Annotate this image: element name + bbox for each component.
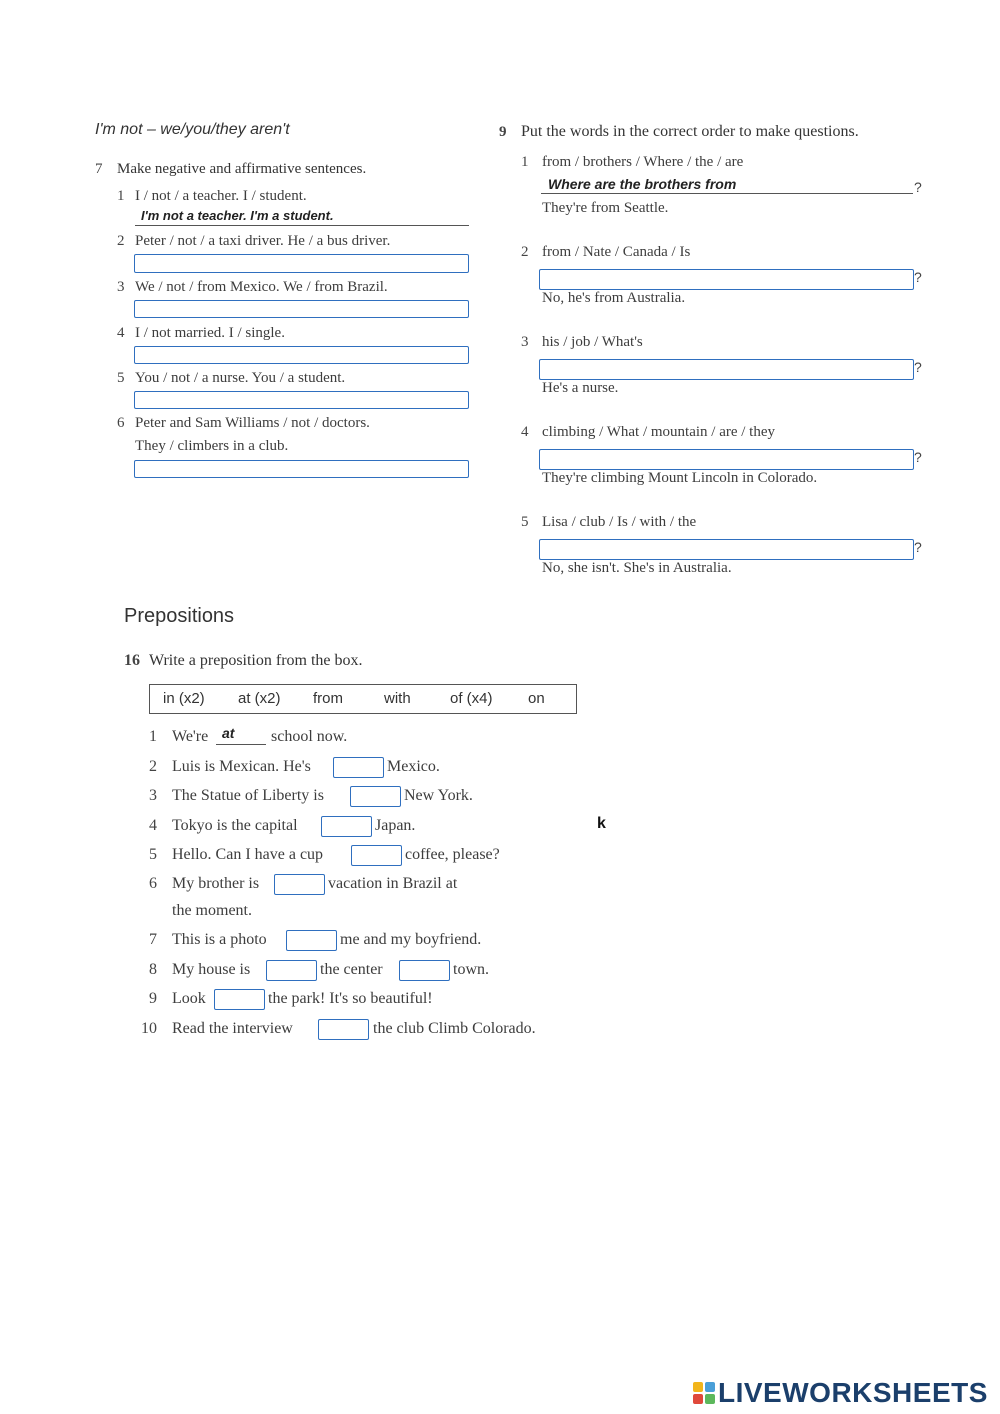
p-item1-example: at [222, 725, 235, 741]
p-item6-text-c: the moment. [172, 902, 252, 919]
word-box-item: at (x2) [238, 690, 281, 707]
s7-item6-answer-box[interactable] [134, 460, 469, 478]
p-item10-number: 10 [141, 1020, 157, 1037]
p-item6-number: 6 [149, 875, 157, 892]
s9-item5-answer-box[interactable] [539, 539, 914, 560]
s9-item4-answer: They're climbing Mount Lincoln in Colorado. [542, 470, 818, 486]
s9-item1-example: Where are the brothers from [548, 176, 737, 192]
p-item5-text-a: Hello. Can I have a cup [172, 846, 324, 863]
stray-letter: k [597, 815, 606, 832]
p-item1-rule [216, 744, 266, 745]
p-item1-text-a: We're [172, 728, 209, 745]
p-item4-answer-box[interactable] [321, 816, 372, 837]
p-item7-text-b: me and my boyfriend. [340, 931, 482, 948]
s7-item4-prompt: I / not married. I / single. [135, 325, 285, 341]
p-item5-number: 5 [149, 846, 157, 863]
p-item9-text-b: the park! It's so beautiful! [268, 990, 433, 1007]
p-item8-number: 8 [149, 961, 157, 978]
p-item9-number: 9 [149, 990, 157, 1007]
s9-item3-answer: He's a nurse. [542, 380, 619, 396]
s9-item1-rule [541, 193, 913, 194]
s9-item2-number: 2 [521, 244, 529, 260]
s9-item5-qmark: ? [914, 539, 922, 555]
s7-item4-answer-box[interactable] [134, 346, 469, 364]
word-box-item: from [313, 690, 343, 707]
s9-item4-words: climbing / What / mountain / are / they [542, 424, 776, 440]
s9-item3-answer-box[interactable] [539, 359, 914, 380]
p-item8-text-c: town. [453, 961, 489, 978]
s7-item3-prompt: We / not / from Mexico. We / from Brazil. [135, 279, 388, 295]
s7-item1-rule [135, 225, 469, 226]
s7-item6-prompt: Peter and Sam Williams / not / doctors. [135, 415, 370, 431]
p-item8-answer-box-2[interactable] [399, 960, 450, 981]
s7-item3-number: 3 [117, 279, 125, 295]
p-item2-answer-box[interactable] [333, 757, 384, 778]
section7-number: 7 [95, 161, 103, 177]
p-item3-text-a: The Statue of Liberty is [172, 787, 324, 804]
prepositions-title: Prepositions [124, 605, 235, 627]
s7-item5-prompt: You / not / a nurse. You / a student. [135, 370, 346, 386]
word-box-item: of (x4) [450, 690, 493, 707]
p-item3-answer-box[interactable] [350, 786, 401, 807]
s9-item3-number: 3 [521, 334, 529, 350]
s7-item1-number: 1 [117, 188, 125, 204]
p-item4-number: 4 [149, 817, 157, 834]
word-box-item: on [528, 690, 545, 707]
s9-item2-answer-box[interactable] [539, 269, 914, 290]
p-item8-text-a: My house is [172, 961, 251, 978]
p-item3-number: 3 [149, 787, 157, 804]
s7-item6-number: 6 [117, 415, 125, 431]
p-item8-text-b: the center [320, 961, 383, 978]
p-item7-text-a: This is a photo [172, 931, 267, 948]
p-item5-answer-box[interactable] [351, 845, 402, 866]
p-item10-answer-box[interactable] [318, 1019, 369, 1040]
section9-number: 9 [499, 124, 507, 140]
s9-item5-answer: No, she isn't. She's in Australia. [542, 560, 732, 576]
p-item2-text-b: Mexico. [387, 758, 440, 775]
s9-item4-number: 4 [521, 424, 529, 440]
word-box [149, 684, 577, 714]
s7-item6-prompt-line2: They / climbers in a club. [135, 438, 289, 454]
section7-heading: I'm not – we/you/they aren't [95, 121, 290, 138]
s9-item1-words: from / brothers / Where / the / are [542, 154, 744, 170]
p-item1-number: 1 [149, 728, 157, 745]
word-box-item: with [384, 690, 411, 707]
p-item6-text-a: My brother is [172, 875, 260, 892]
s9-item5-words: Lisa / club / Is / with / the [542, 514, 697, 530]
p-item4-text-b: Japan. [375, 817, 416, 834]
s9-item3-qmark: ? [914, 359, 922, 375]
s9-item2-qmark: ? [914, 269, 922, 285]
p-item5-text-b: coffee, please? [405, 846, 500, 863]
s7-item3-answer-box[interactable] [134, 300, 469, 318]
p-item10-text-b: the club Climb Colorado. [373, 1020, 536, 1037]
p-item10-text-a: Read the interview [172, 1020, 293, 1037]
s7-item2-number: 2 [117, 233, 125, 249]
liveworksheets-logo-text: LIVEWORKSHEETS [718, 1377, 988, 1408]
p-item8-answer-box-1[interactable] [266, 960, 317, 981]
s9-item2-words: from / Nate / Canada / Is [542, 244, 691, 260]
p-item9-answer-box[interactable] [214, 989, 265, 1010]
liveworksheets-icon [692, 1381, 716, 1405]
s7-item5-number: 5 [117, 370, 125, 386]
s9-item1-qmark: ? [914, 179, 922, 195]
s7-item2-answer-box[interactable] [134, 254, 469, 273]
p-item6-text-b: vacation in Brazil at [328, 875, 458, 892]
s7-item1-prompt: I / not / a teacher. I / student. [135, 188, 307, 204]
p-item2-text-a: Luis is Mexican. He's [172, 758, 311, 775]
s9-item1-number: 1 [521, 154, 529, 170]
s7-item1-example: I'm not a teacher. I'm a student. [141, 208, 334, 223]
section9-instruction: Put the words in the correct order to make questions. [521, 123, 859, 140]
word-box-item: in (x2) [163, 690, 205, 707]
s7-item4-number: 4 [117, 325, 125, 341]
liveworksheets-logo [692, 1377, 988, 1409]
prepositions-instruction: Write a preposition from the box. [149, 652, 363, 669]
s9-item2-answer: No, he's from Australia. [542, 290, 686, 306]
s7-item2-prompt: Peter / not / a taxi driver. He / a bus driver. [135, 233, 391, 249]
p-item4-text-a: Tokyo is the capital [172, 817, 298, 834]
p-item2-number: 2 [149, 758, 157, 775]
s7-item5-answer-box[interactable] [134, 391, 469, 409]
p-item7-number: 7 [149, 931, 157, 948]
s9-item1-answer: They're from Seattle. [542, 200, 669, 216]
s9-item4-qmark: ? [914, 449, 922, 465]
s9-item3-words: his / job / What's [542, 334, 643, 350]
section7-instruction: Make negative and affirmative sentences. [117, 161, 367, 177]
s9-item5-number: 5 [521, 514, 529, 530]
p-item9-text-a: Look [172, 990, 206, 1007]
p-item7-answer-box[interactable] [286, 930, 337, 951]
p-item1-text-b: school now. [271, 728, 348, 745]
s9-item4-answer-box[interactable] [539, 449, 914, 470]
p-item3-text-b: New York. [404, 787, 473, 804]
p-item6-answer-box[interactable] [274, 874, 325, 895]
prepositions-number: 16 [124, 652, 140, 669]
